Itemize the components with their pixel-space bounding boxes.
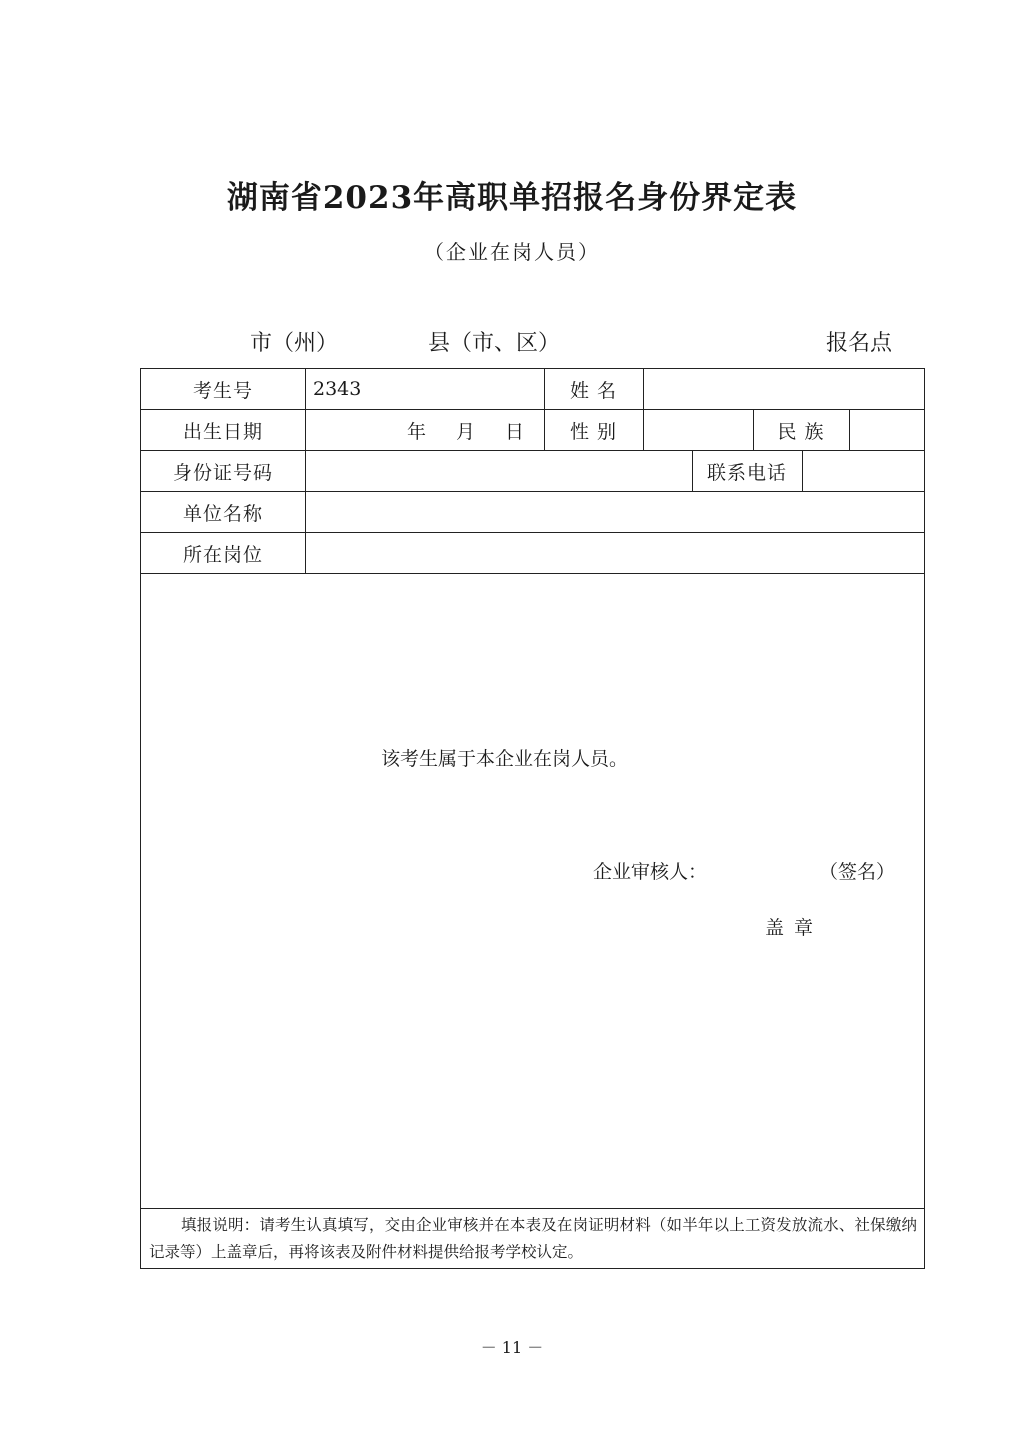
name-value[interactable]: [651, 369, 921, 409]
birth-month-label: 月: [456, 420, 476, 443]
company-value[interactable]: [313, 492, 913, 532]
ethnicity-label: 民 族: [777, 420, 825, 443]
id-number-value[interactable]: [313, 451, 688, 491]
gender-value[interactable]: [651, 410, 751, 450]
exam-no-value[interactable]: 2343: [313, 378, 362, 400]
page-number: － 11 －: [480, 1338, 544, 1357]
county-label: 县（市、区）: [428, 331, 561, 356]
phone-value[interactable]: [809, 451, 919, 491]
post-value[interactable]: [313, 533, 913, 573]
statement-text: 该考生属于本企业在岗人员。: [381, 748, 629, 770]
post-label: 所在岗位: [182, 543, 263, 566]
company-label: 单位名称: [182, 502, 263, 525]
city-label: 市（州）: [250, 331, 339, 356]
identity-form-table: [140, 368, 925, 1269]
id-number-label: 身份证号码: [172, 461, 273, 484]
birth-day-label: 日: [505, 420, 525, 443]
site-label: 报名点: [826, 331, 893, 356]
table-row: [141, 410, 924, 451]
ethnicity-value[interactable]: [855, 410, 919, 450]
signature-note: （签名）: [819, 861, 896, 883]
document-title: 湖南省2023年高职单招报名身份界定表: [226, 180, 798, 216]
phone-label: 联系电话: [706, 461, 787, 484]
document-subtitle: （企业在岗人员）: [424, 240, 600, 264]
name-label: 姓 名: [569, 379, 618, 402]
gender-label: 性 别: [569, 420, 618, 443]
table-row: [141, 533, 924, 574]
birth-label: 出生日期: [182, 420, 263, 443]
statement-area: [141, 574, 924, 1209]
instructions-text: 填报说明：请考生认真填写，交由企业审核并在本表及在岗证明材料（如半年以上工资发放流水、社保缴纳记录等）上盖章后，再将该表及附件材料提供给报考学校认定。: [149, 1216, 917, 1261]
exam-no-label: 考生号: [192, 379, 253, 402]
birth-year-label: 年: [407, 420, 427, 443]
table-row: [141, 492, 924, 533]
table-row: [141, 451, 924, 492]
filling-instructions: [141, 1212, 924, 1268]
reviewer-label: 企业审核人：: [593, 861, 708, 883]
seal-label: 盖 章: [765, 917, 816, 939]
table-row: [141, 369, 924, 410]
